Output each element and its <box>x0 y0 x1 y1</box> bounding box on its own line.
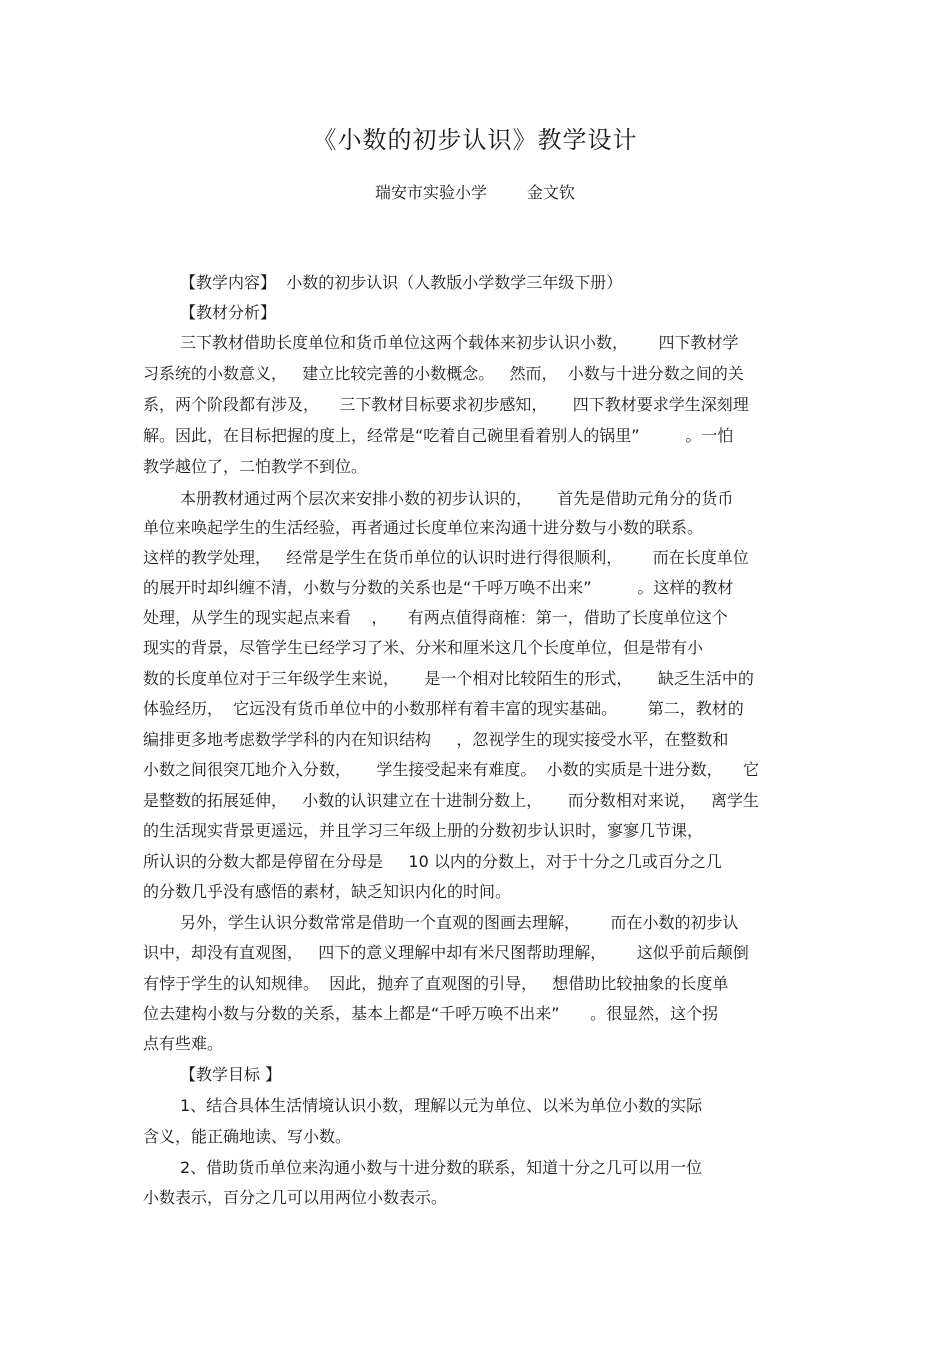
paragraph-line: 三下教材借助长度单位和货币单位这两个载体来初步认识小数， 四下教材学 <box>180 333 739 352</box>
paragraph-line: 单位来唤起学生的生活经验，再者通过长度单位来沟通十进分数与小数的联系。 <box>143 518 704 537</box>
paragraph-line: 有悖于学生的认知规律。 因此，抛弃了直观图的引导， 想借助比较抽象的长度单 <box>143 974 729 993</box>
paragraph-line: 小数之间很突兀地介入分数， 学生接受起来有难度。 小数的实质是十进分数， 它 <box>143 760 759 779</box>
paragraph-line: 处理，从学生的现实起点来看 ， 有两点值得商榷：第一，借助了长度单位这个 <box>143 608 728 627</box>
paragraph-line: 的分数几乎没有感悟的素材，缺乏知识内化的时间。 <box>143 882 512 901</box>
goal-line: 1、结合具体生活情境认识小数，理解以元为单位、以米为单位小数的实际 <box>180 1096 703 1115</box>
byline <box>0 181 950 205</box>
paragraph-line: 编排更多地考虑数学学科的内在知识结构 ，忽视学生的现实接受水平，在整数和 <box>143 730 729 749</box>
paragraph-line: 解。因此，在目标把握的度上，经常是“吃着自己碗里看着别人的锅里” 。一怕 <box>143 426 734 445</box>
paragraph-line: 是整数的拓展延伸， 小数的认识建立在十进制分数上， 而分数相对来说， 离学生 <box>143 791 759 810</box>
paragraph-line: 的生活现实背景更遥远，并且学习三年级上册的分数初步认识时，寥寥几节课， <box>143 821 704 840</box>
paragraph-line: 点有些难。 <box>143 1034 224 1053</box>
school-name: 瑞安市实验小学 <box>374 183 487 202</box>
paragraph-line: 习系统的小数意义， 建立比较完善的小数概念。 然而， 小数与十进分数之间的关 <box>143 364 744 383</box>
paragraph-line: 现实的背景，尽管学生已经学习了米、分米和厘米这几个长度单位，但是带有小 <box>143 638 704 657</box>
paragraph-line: 这样的教学处理， 经常是学生在货币单位的认识时进行得很顺利， 而在长度单位 <box>143 548 749 567</box>
paragraph-line: 所认识的分数大都是停留在分母是 10 以内的分数上，对于十分之几或百分之几 <box>143 852 722 871</box>
paragraph-line: 体验经历， 它远没有货币单位中的小数那样有着丰富的现实基础。 第二，教材的 <box>143 699 744 718</box>
goal-line: 含义，能正确地读、写小数。 <box>143 1127 352 1146</box>
goal-line: 2、借助货币单位来沟通小数与十进分数的联系，知道十分之几可以用一位 <box>180 1158 703 1177</box>
paragraph-line: 数的长度单位对于三年级学生来说， 是一个相对比较陌生的形式， 缺乏生活中的 <box>143 669 754 688</box>
section-heading-content: 【教学内容】 <box>180 273 277 292</box>
document-title: 《小数的初步认识》教学设计 <box>312 126 638 154</box>
paragraph-line: 本册教材通过两个层次来安排小数的初步认识的， 首先是借助元角分的货币 <box>180 489 734 508</box>
content-text: 小数的初步认识（人教版小学数学三年级下册） <box>286 273 623 292</box>
section-heading-goals: 【教学目标 】 <box>180 1065 282 1084</box>
paragraph-line: 系，两个阶段都有涉及， 三下教材目标要求初步感知， 四下教材要求学生深刻理 <box>143 395 749 414</box>
paragraph-line: 的展开时却纠缠不清，小数与分数的关系也是“千呼万唤不出来” 。这样的教材 <box>143 578 734 597</box>
paragraph-line: 教学越位了，二怕教学不到位。 <box>143 457 368 476</box>
paragraph-line: 位去建构小数与分数的关系，基本上都是“千呼万唤不出来” 。很显然，这个拐 <box>143 1004 719 1023</box>
section-heading-analysis: 【教材分析】 <box>180 303 277 322</box>
goal-line: 小数表示，百分之几可以用两位小数表示。 <box>143 1188 448 1207</box>
author-name: 金文钦 <box>527 183 576 202</box>
paragraph-line: 另外，学生认识分数常常是借助一个直观的图画去理解， 而在小数的初步认 <box>180 913 739 932</box>
section-content-line <box>180 271 622 295</box>
paragraph-line: 识中，却没有直观图， 四下的意义理解中却有米尺图帮助理解， 这似乎前后颠倒 <box>143 943 749 962</box>
